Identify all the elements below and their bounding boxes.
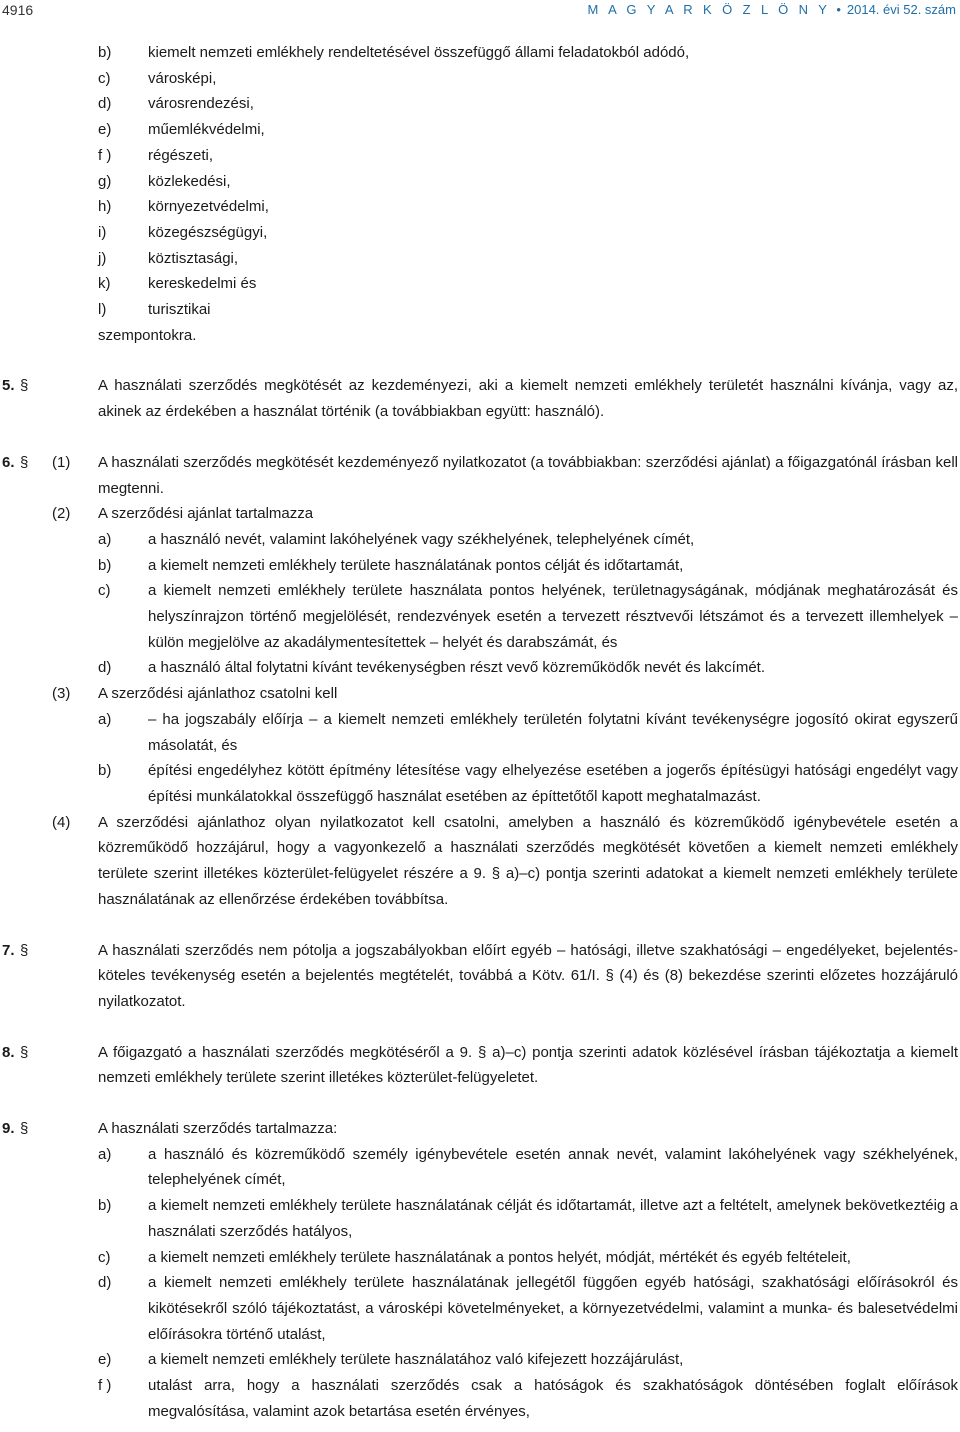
list-item-label: c): [98, 582, 111, 600]
list-item-label: f ): [98, 1377, 112, 1395]
list-item-label: c): [98, 1248, 111, 1266]
list-item-label: b): [98, 1197, 112, 1215]
list-item: [0, 194, 960, 220]
paragraph-text: A szerződési ajánlathoz olyan nyilatkozatot kell csatolni, amelyben a használó és közreműködő igénybevétele esetén a közreműködő hozzájárul, hogy a vagyonkezelő a használati szerződés megkötését követően a kiemelt nemzeti emlékhely területe szerint illetékes közterület-felügyelet részére a 9. § a)–c) pontja szerinti adatokat a kiemelt nemzeti emlékhely területe használatának az ellenőrzése érdekében továbbítsa.: [98, 813, 958, 908]
list-item-text: műemlékvédelmi,: [148, 121, 265, 139]
issue-label: 2014. évi 52. szám: [846, 2, 956, 17]
list-item-text: környezetvédelmi,: [148, 198, 269, 216]
list-item-text: a kiemelt nemzeti emlékhely területe használatának célját és időtartamát, illetve azt a feltételt, amelynek bekövetkeztéig a használati szerződés hatályos,: [148, 1197, 958, 1240]
paragraph-text: A szerződési ajánlathoz csatolni kell: [98, 685, 338, 703]
list-item-label: d): [98, 659, 112, 677]
list-item-label: d): [98, 1274, 112, 1292]
list-item-label: k): [98, 275, 111, 293]
purpose-list-tail: szempontokra.: [98, 326, 197, 344]
paragraph-text: A használati szerződés megkötését kezdeményező nyilatkozatot (a továbbiakban: szerződési ajánlat) a főigazgatónál írásban kell megtenni.: [98, 453, 958, 497]
list-item: [0, 66, 960, 92]
list-item: [0, 246, 960, 272]
list-item: [0, 220, 960, 246]
list-item-text: a használó által folytatni kívánt tevékenységben részt vevő közreműködők nevét és lakcímét.: [148, 659, 765, 677]
list-item: [0, 1245, 960, 1271]
list-item: [0, 553, 960, 579]
section-8: [0, 1040, 960, 1091]
list-item: [0, 1347, 960, 1373]
list-item: [0, 527, 960, 553]
section-6-paragraph-2: [0, 501, 960, 527]
list-item-text: a kiemelt nemzeti emlékhely területe használatának pontos célját és időtartamát,: [148, 556, 684, 574]
section-symbol: §: [20, 941, 29, 959]
section-9: [0, 1116, 960, 1142]
list-item: [0, 117, 960, 143]
section-text: A főigazgató a használati szerződés megkötéséről a 9. § a)–c) pontja szerinti adatok közlésével írásban tájékoztatja a kiemelt nemzeti emlékhely területe szerint illetékes közterület-felügyeletet.: [98, 1043, 958, 1087]
list-item-label: b): [98, 44, 112, 61]
list-item-label: h): [98, 198, 112, 216]
list-item: [0, 169, 960, 195]
list-item-label: l): [98, 301, 107, 319]
section-6-paragraph-3: [0, 681, 960, 707]
list-item-label: c): [98, 69, 111, 87]
list-item: [0, 758, 960, 809]
section-number: 7.: [2, 941, 15, 959]
list-item-label: f ): [98, 146, 112, 164]
list-item-text: a kiemelt nemzeti emlékhely területe használatának a pontos helyét, módját, mértékét és egyéb feltételeit,: [148, 1248, 851, 1266]
page-header: [0, 0, 960, 24]
section-5: [0, 373, 960, 424]
document-body: [0, 40, 960, 1424]
section-symbol: §: [20, 1043, 29, 1061]
list-item-label: e): [98, 1351, 112, 1369]
section-symbol: §: [20, 1120, 29, 1138]
journal-title: M A G Y A R K Ö Z L Ö N Y: [587, 2, 831, 17]
list-item: [0, 655, 960, 681]
list-item-text: turisztikai: [148, 301, 211, 319]
list-item-text: utalást arra, hogy a használati szerződés csak a hatóságok és szakhatóságok döntésében foglalt előírások megvalósítása, valamint azok betartása esetén érvényes,: [148, 1377, 958, 1420]
header-separator: •: [836, 2, 841, 17]
paragraph-label: (4): [52, 813, 71, 831]
list-item-label: j): [98, 249, 107, 267]
paragraph-3-items: [0, 707, 960, 810]
section-symbol: §: [20, 377, 29, 395]
section-6: [0, 450, 960, 501]
list-item: [0, 40, 960, 66]
list-item-label: a): [98, 530, 112, 548]
list-item: [0, 143, 960, 169]
list-item-label: a): [98, 710, 112, 728]
paragraph-label: (2): [52, 505, 71, 523]
paragraph-label: (1): [52, 453, 71, 471]
list-item-label: i): [98, 223, 107, 241]
list-item-text: városrendezési,: [148, 95, 254, 113]
list-item-label: b): [98, 762, 112, 780]
list-item-text: a kiemelt nemzeti emlékhely területe használata pontos helyének, területnagyságának, módjának meghatározását és helyszínrajzon történő megjelölését, rendezvények esetén a tervezett résztvevői létszámot és a tervezett illemhelyek – külön megjelölve az akadálymentesítettek – helyét és darabszámát, és: [148, 582, 958, 651]
list-item: [0, 1142, 960, 1193]
section-symbol: §: [20, 453, 29, 471]
list-item-label: d): [98, 95, 112, 113]
list-item-text: városképi,: [148, 69, 217, 87]
list-item-text: kiemelt nemzeti emlékhely rendeltetésével összefüggő állami feladatokból adódó,: [148, 44, 690, 61]
section-number: 5.: [2, 377, 15, 395]
paragraph-label: (3): [52, 685, 71, 703]
list-item-text: építési engedélyhez kötött építmény létesítése vagy elhelyezése esetében a jogerős építésügyi hatósági engedélyt vagy építési munkálatokkal összefüggő használat esetében az építtetőtől kapott meghatalmazást.: [148, 762, 958, 805]
section-text: A használati szerződés megkötését az kezdeményezi, aki a kiemelt nemzeti emlékhely területét használni kívánja, vagy az, akinek az érdekében a használat történik (a továbbiakban együtt: használó).: [98, 377, 958, 421]
list-item-label: b): [98, 556, 112, 574]
section-6-paragraph-4: [0, 810, 960, 913]
page-number: 4916: [2, 2, 34, 18]
list-item-text: közlekedési,: [148, 172, 231, 190]
list-item-text: – ha jogszabály előírja – a kiemelt nemzeti emlékhely területén folytatni kívánt tevékenységre jogosító okirat egyszerű másolatát, és: [148, 710, 958, 754]
section-text: A használati szerződés nem pótolja a jogszabályokban előírt egyéb – hatósági, illetve szakhatósági – engedélyeket, bejelentés-köteles tevékenység esetén a bejelentés megtételét, továbbá a Kötv. 61/I. § (4) és (8) bekezdése szerinti előzetes hozzájáruló nyilatkozatot.: [98, 941, 958, 1010]
section-text: A használati szerződés tartalmazza:: [98, 1120, 338, 1138]
list-item-text: a használó nevét, valamint lakóhelyének vagy székhelyének, telephelyének címét,: [148, 530, 695, 548]
list-item-label: g): [98, 172, 112, 190]
list-item-text: a kiemelt nemzeti emlékhely területe használatához való kifejezett hozzájárulást,: [148, 1351, 684, 1369]
section-9-items: [0, 1142, 960, 1425]
list-item: [0, 271, 960, 297]
list-item-text: kereskedelmi és: [148, 275, 257, 293]
list-item: [0, 1193, 960, 1244]
list-item: [0, 1373, 960, 1424]
list-item-text: a használó és közreműködő személy igénybevétele esetén annak nevét, valamint lakóhelyének vagy székhelyének, telephelyének címét,: [148, 1145, 958, 1189]
paragraph-2-items: [0, 527, 960, 681]
list-item: [0, 297, 960, 323]
list-item-text: köztisztasági,: [148, 249, 239, 267]
list-item-text: közegészségügyi,: [148, 223, 268, 241]
list-item-text: a kiemelt nemzeti emlékhely területe használatának jellegétől függően egyéb hatósági, szakhatósági előírásokról és kikötésekről szóló tájékoztatást, a városképi követelményeket, a környezetvédelmi, valamint a munka- és balesetvédelmi előírásokra történő utalást,: [148, 1274, 958, 1343]
section-7: [0, 938, 960, 1015]
purpose-list: [0, 40, 960, 323]
list-item-label: e): [98, 121, 112, 139]
list-item: [0, 91, 960, 117]
list-item: [0, 707, 960, 758]
list-item: [0, 578, 960, 655]
section-number: 6.: [2, 453, 15, 471]
paragraph-text: A szerződési ajánlat tartalmazza: [98, 505, 314, 523]
list-item-label: a): [98, 1145, 112, 1163]
list-item: [0, 1270, 960, 1347]
section-number: 9.: [2, 1120, 15, 1138]
list-item-text: régészeti,: [148, 146, 214, 164]
running-header: [588, 2, 956, 17]
section-number: 8.: [2, 1043, 15, 1061]
